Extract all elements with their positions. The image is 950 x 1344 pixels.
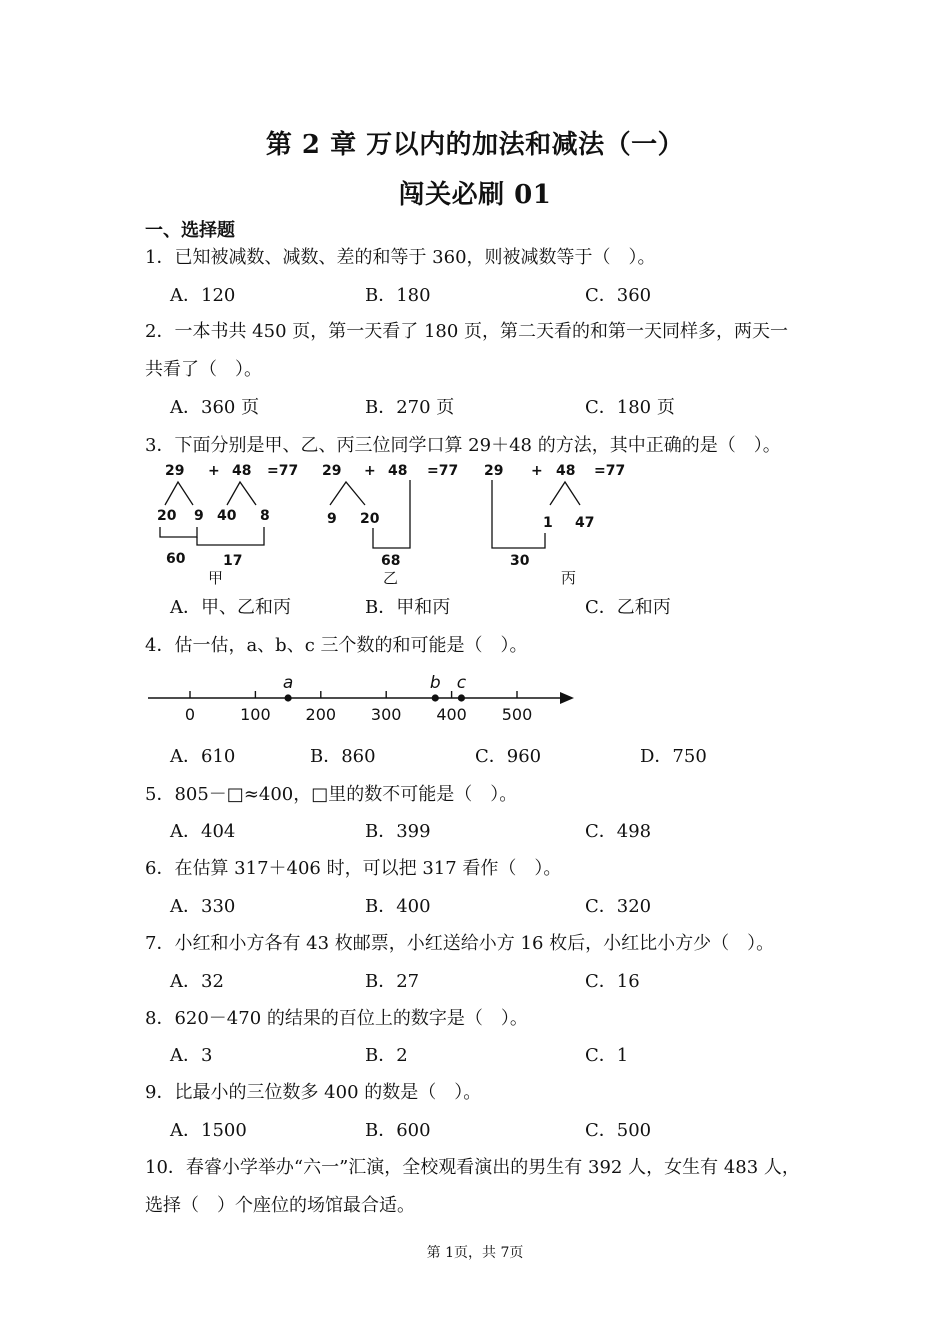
question-9: 9．比最小的三位数多 400 的数是（ ）。: [145, 1082, 482, 1103]
point-a: [285, 694, 292, 701]
point-label-c: c: [456, 673, 467, 693]
q8-option-c[interactable]: C．1: [585, 1045, 629, 1066]
tick-label-400: 400: [436, 705, 467, 724]
bing-top-result: =77: [594, 463, 626, 479]
question-7: 7．小红和小方各有 43 枚邮票，小红送给小方 16 枚后，小红比小方少（ ）。: [145, 933, 775, 954]
question-2-line-2: 共看了（ ）。: [145, 359, 262, 380]
tick-label-0: 0: [184, 705, 196, 724]
jia-sum-60: 60: [166, 551, 186, 567]
point-c: [458, 694, 465, 701]
q7-option-c[interactable]: C．16: [585, 971, 640, 992]
q3-option-b[interactable]: B．甲和丙: [365, 597, 451, 618]
q5-option-c[interactable]: C．498: [585, 821, 652, 842]
q4-option-d[interactable]: D．750: [640, 746, 707, 767]
q8-option-b[interactable]: B．2: [365, 1045, 408, 1066]
section-heading: 一、选择题: [145, 220, 235, 241]
jia-top-op: +: [208, 463, 220, 479]
question-6: 6．在估算 317＋406 时，可以把 317 看作（ ）。: [145, 858, 562, 879]
question-1: 1．已知被减数、减数、差的和等于 360，则被减数等于（ ）。: [145, 247, 656, 268]
tick-label-300: 300: [370, 705, 402, 724]
yi-split-20: 20: [360, 511, 380, 527]
question-2-line-1: 2．一本书共 450 页，第一天看了 180 页，第二天看的和第一天同样多，两天一: [145, 321, 789, 342]
point-label-b: b: [429, 673, 441, 693]
jia-split-40: 40: [217, 508, 237, 524]
jia-split-8: 8: [260, 508, 270, 524]
jia-top-result: =77: [267, 463, 299, 479]
point-b: [432, 694, 439, 701]
bing-label: 丙: [561, 569, 577, 587]
q8-option-a[interactable]: A．3: [170, 1045, 213, 1066]
chapter-title: 第 2 章 万以内的加法和减法（一）: [265, 130, 685, 160]
bing-split-1: 1: [543, 515, 553, 531]
number-line: [140, 668, 585, 730]
q1-option-a[interactable]: A．120: [170, 285, 236, 306]
question-5: 5．805－□≈400，□里的数不可能是（ ）。: [145, 784, 518, 805]
q4-option-a[interactable]: A．610: [170, 746, 236, 767]
worksheet-subtitle: 闯关必刷 01: [398, 180, 552, 210]
question-10-line-2: 选择（ ）个座位的场馆最合适。: [145, 1195, 415, 1216]
q5-option-a[interactable]: A．404: [170, 821, 236, 842]
question-4: 4．估一估，a、b、c 三个数的和可能是（ ）。: [145, 635, 528, 656]
q6-option-a[interactable]: A．330: [170, 896, 236, 917]
q2-option-a[interactable]: A．360 页: [170, 397, 260, 418]
tick-label-500: 500: [501, 705, 533, 724]
jia-split-20: 20: [157, 508, 177, 524]
mental-math-diagram: [140, 455, 660, 590]
q2-option-c[interactable]: C．180 页: [585, 397, 675, 418]
tick-label-100: 100: [240, 705, 271, 724]
q1-option-b[interactable]: B．180: [365, 285, 431, 306]
page-footer: 第 1页，共 7页: [426, 1245, 524, 1261]
yi-sum-68: 68: [381, 553, 401, 569]
q9-option-c[interactable]: C．500: [585, 1120, 652, 1141]
q6-option-b[interactable]: B．400: [365, 896, 431, 917]
jia-top-a: 29: [165, 463, 185, 479]
question-8: 8．620－470 的结果的百位上的数字是（ ）。: [145, 1008, 528, 1029]
q3-option-a[interactable]: A．甲、乙和丙: [170, 597, 291, 618]
bing-sum-30: 30: [510, 553, 530, 569]
tick-label-200: 200: [305, 705, 337, 724]
point-label-a: a: [282, 673, 294, 693]
bing-top-a: 29: [484, 463, 504, 479]
jia-sum-17: 17: [223, 553, 243, 569]
q7-option-b[interactable]: B．27: [365, 971, 420, 992]
question-10-line-1: 10．春睿小学举办“六一”汇演，全校观看演出的男生有 392 人，女生有 483 人，: [145, 1157, 800, 1178]
q4-option-c[interactable]: C．960: [475, 746, 542, 767]
jia-top-b: 48: [232, 463, 252, 479]
yi-top-op: +: [364, 463, 376, 479]
q9-option-b[interactable]: B．600: [365, 1120, 431, 1141]
question-3: 3．下面分别是甲、乙、丙三位同学口算 29＋48 的方法，其中正确的是（ ）。: [145, 435, 781, 456]
yi-top-a: 29: [322, 463, 342, 479]
q6-option-c[interactable]: C．320: [585, 896, 652, 917]
yi-split-9: 9: [327, 511, 337, 527]
q9-option-a[interactable]: A．1500: [170, 1120, 247, 1141]
bing-top-op: +: [531, 463, 543, 479]
bing-top-b: 48: [556, 463, 576, 479]
q3-option-c[interactable]: C．乙和丙: [585, 597, 671, 618]
jia-label: 甲: [208, 569, 224, 587]
q5-option-b[interactable]: B．399: [365, 821, 431, 842]
q4-option-b[interactable]: B．860: [310, 746, 376, 767]
yi-top-b: 48: [388, 463, 408, 479]
yi-label: 乙: [383, 569, 399, 587]
q1-option-c[interactable]: C．360: [585, 285, 652, 306]
q7-option-a[interactable]: A．32: [170, 971, 224, 992]
q2-option-b[interactable]: B．270 页: [365, 397, 455, 418]
jia-split-9: 9: [194, 508, 204, 524]
bing-split-47: 47: [575, 515, 595, 531]
yi-top-result: =77: [427, 463, 459, 479]
